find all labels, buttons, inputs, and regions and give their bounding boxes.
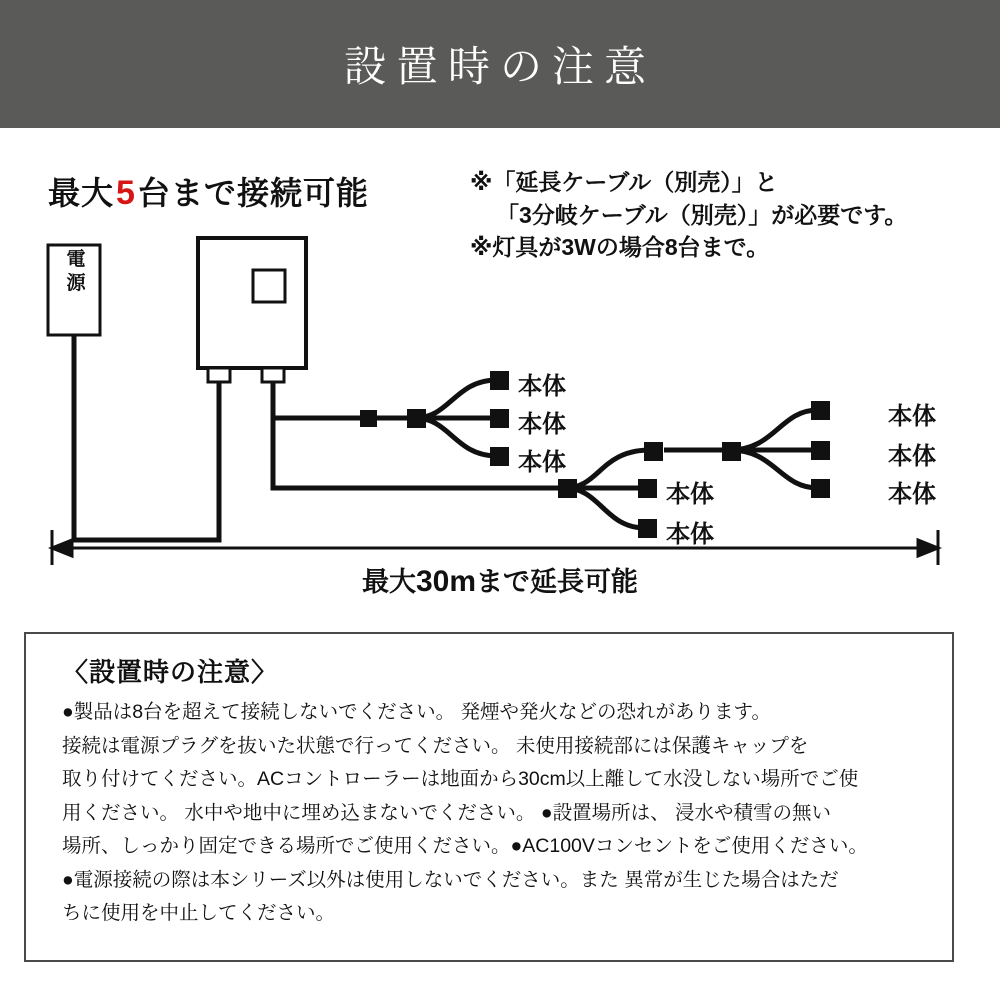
caution-title: 〈設置時の注意〉 bbox=[62, 657, 279, 687]
header-bar bbox=[0, 0, 1000, 128]
caution-line-1: ●製品は8台を超えて接続しないでください。 発煙や発火などの恐れがあります。 bbox=[62, 701, 771, 723]
max-length-value: 30 bbox=[415, 565, 450, 598]
max-length-unit: m bbox=[449, 565, 477, 598]
fixture-label-4: 本体 bbox=[666, 481, 714, 508]
fixture-label-3: 本体 bbox=[518, 449, 566, 476]
max-units-count: 5 bbox=[116, 174, 136, 212]
fixture-label-5: 本体 bbox=[666, 521, 714, 548]
fixture-label-1: 本体 bbox=[518, 373, 566, 400]
fixture-label-6: 本体 bbox=[888, 403, 936, 430]
power-source-label-line1: 電 bbox=[66, 249, 86, 270]
caution-line-5: 場所、しっかり固定できる場所でご使用ください。●AC100Vコンセントをご使用ください。 bbox=[62, 835, 868, 858]
caution-line-4: 用ください。 水中や地中に埋め込まないでください。 ●設置場所は、 浸水や積雪の無い bbox=[62, 801, 832, 824]
max-length-label bbox=[0, 560, 1000, 599]
fixture-label-7: 本体 bbox=[888, 443, 936, 470]
caution-line-3: 取り付けてください。ACコントローラーは地面から30cm以上離して水没しない場所でご使 bbox=[62, 768, 859, 791]
max-length-post: まで延長可能 bbox=[476, 567, 639, 597]
wiring-diagram bbox=[0, 220, 1000, 610]
caution-line-2: 接続は電源プラグを抜いた状態で行ってください。 未使用接続部には保護キャップを bbox=[62, 734, 809, 757]
caution-line-6: ●電源接続の際は本シリーズ以外は使用しないでください。また 異常が生じた場合はただ bbox=[62, 868, 839, 891]
max-units-heading-pre: 最大 bbox=[48, 175, 115, 211]
max-units-heading bbox=[48, 168, 369, 214]
max-units-heading-post: 台まで接続可能 bbox=[137, 175, 369, 211]
page-title: 設置時の注意 bbox=[343, 43, 656, 90]
caution-line-7: ちに使用を中止してください。 bbox=[62, 902, 336, 925]
fixture-label-2: 本体 bbox=[518, 411, 566, 438]
caution-body bbox=[62, 696, 930, 931]
note-line-2: 「3分岐ケーブル（別売）」が必要です。 bbox=[496, 201, 908, 228]
power-source-label-line2: 源 bbox=[66, 272, 86, 294]
caution-box bbox=[24, 632, 954, 962]
fixture-label-8: 本体 bbox=[888, 481, 936, 508]
note-line-3: ※灯具が3Wの場合8台まで。 bbox=[470, 234, 770, 261]
max-length-pre: 最大 bbox=[361, 567, 416, 597]
note-line-1: ※「延長ケーブル（別売）」と bbox=[470, 169, 778, 195]
power-source-label bbox=[56, 248, 96, 296]
